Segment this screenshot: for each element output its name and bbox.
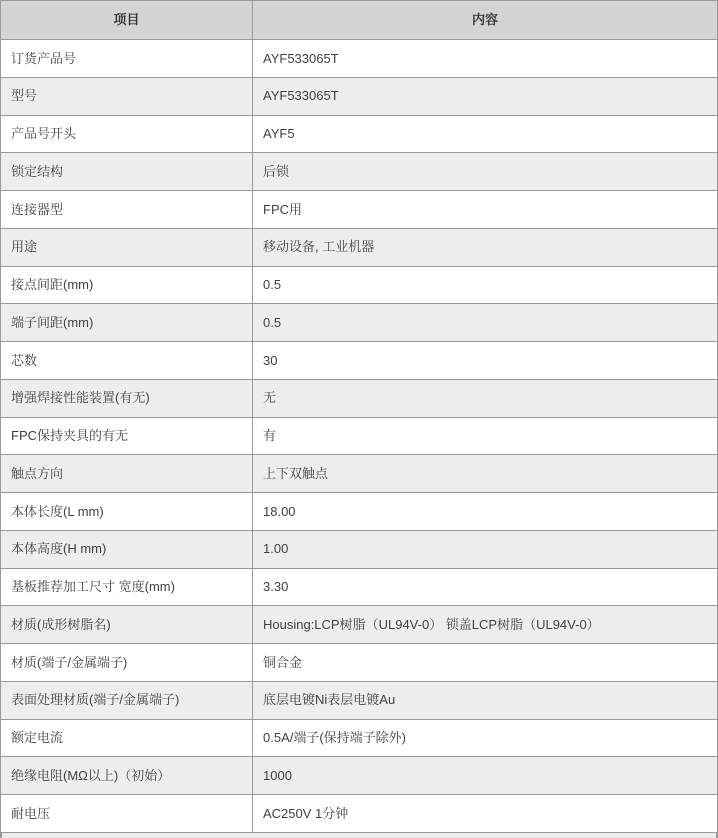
table-row	[1, 116, 717, 154]
row-content-value: 上下双触点	[263, 465, 329, 481]
table-row	[1, 229, 717, 267]
row-item-label: 连接器型	[1, 191, 253, 228]
row-item-label: 额定电流	[1, 720, 253, 757]
row-content-value: AYF533065T	[263, 50, 339, 66]
row-item-label: 接点间距(mm)	[1, 267, 253, 304]
table-row	[1, 531, 717, 569]
row-item-label: 基板推荐加工尺寸 宽度(mm)	[1, 569, 253, 606]
row-content-value: 1.00	[263, 541, 289, 557]
row-content-value: 3.30	[263, 579, 289, 595]
table-row	[1, 267, 717, 305]
column-header-content: 内容	[471, 12, 498, 28]
table-row	[1, 304, 717, 342]
row-item-label: 材质(成形树脂名)	[1, 606, 253, 643]
clipped-row	[1, 833, 717, 838]
table-row	[1, 153, 717, 191]
row-content-value: AYF5	[263, 126, 295, 142]
table-header-row	[1, 1, 717, 40]
row-content-value: 移动设备, 工业机器	[263, 239, 375, 255]
row-item-label: 材质(端子/金属端子)	[1, 644, 253, 681]
row-item-label: 表面处理材质(端子/金属端子)	[1, 682, 253, 719]
row-item-label: 型号	[1, 78, 253, 115]
row-item-label: 绝缘电阻(MΩ以上)（初始）	[1, 757, 253, 794]
row-item-label: 触点方向	[1, 455, 253, 492]
row-content-value: 底层电镀Ni表层电镀Au	[263, 692, 396, 708]
table-row	[1, 191, 717, 229]
row-content-value: 0.5	[263, 277, 282, 293]
table-row	[1, 795, 717, 833]
table-row	[1, 606, 717, 644]
row-item-label: FPC保持夹具的有无	[1, 418, 253, 455]
column-header-item: 项目	[1, 1, 253, 39]
row-item-label: 芯数	[1, 342, 253, 379]
row-content-value: 0.5	[263, 314, 282, 330]
row-item-label: 本体高度(H mm)	[1, 531, 253, 568]
row-content-value: FPC用	[263, 201, 303, 217]
table-row	[1, 682, 717, 720]
row-content-value: 后锁	[263, 163, 290, 179]
table-row	[1, 455, 717, 493]
row-content-value: 0.5A/端子(保持端子除外)	[263, 730, 407, 746]
row-content-value: 铜合金	[263, 654, 303, 670]
table-row	[1, 380, 717, 418]
table-row	[1, 342, 717, 380]
table-body	[1, 40, 717, 833]
row-content-value: AC250V 1分钟	[263, 805, 349, 821]
row-item-label: 订货产品号	[1, 40, 253, 77]
table-row	[1, 644, 717, 682]
row-content-value: 30	[263, 352, 278, 368]
table-row	[1, 757, 717, 795]
row-item-label: 产品号开头	[1, 116, 253, 153]
row-item-label: 端子间距(mm)	[1, 304, 253, 341]
table-row	[1, 720, 717, 758]
row-content-value: 1000	[263, 767, 292, 783]
row-item-label: 耐电压	[1, 795, 253, 832]
row-item-label: 本体长度(L mm)	[1, 493, 253, 530]
row-item-label: 用途	[1, 229, 253, 266]
table-row	[1, 493, 717, 531]
row-content-value: 无	[263, 390, 277, 406]
row-content-value: Housing:LCP树脂（UL94V-0） 锁盖LCP树脂（UL94V-0）	[263, 616, 600, 632]
row-item-label: 增强焊接性能装置(有无)	[1, 380, 253, 417]
row-content-value: 有	[263, 428, 277, 444]
row-content-value: 18.00	[263, 503, 296, 519]
row-content-value: AYF533065T	[263, 88, 339, 104]
table-row	[1, 78, 717, 116]
row-item-label: 锁定结构	[1, 153, 253, 190]
table-row	[1, 418, 717, 456]
table-row	[1, 569, 717, 607]
table-row	[1, 40, 717, 78]
